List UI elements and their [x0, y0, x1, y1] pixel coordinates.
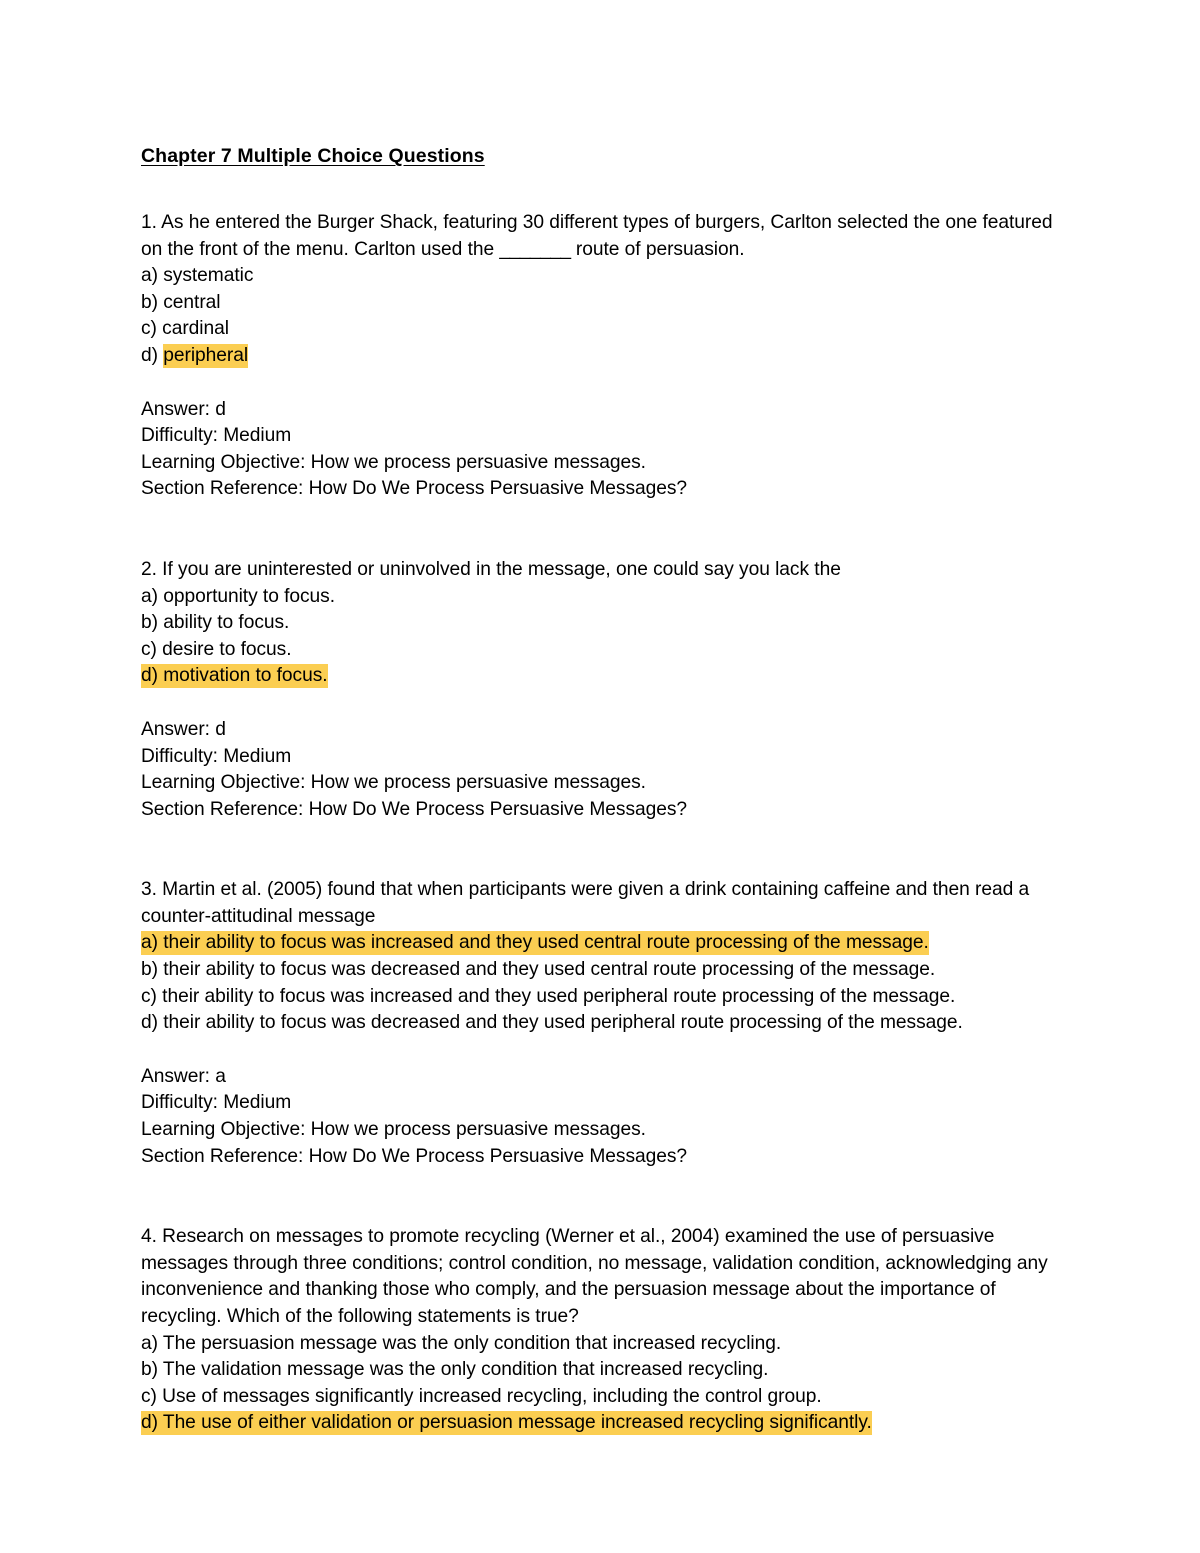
question-stem-part: 1. As he entered the Burger Shack, featuring 30 different types of burgers, Carlton selected the one featured on the front of the menu. Carlton used the [141, 212, 1053, 260]
option-text: Use of messages significantly increased recycling, including the control group. [162, 1385, 822, 1407]
option-label: b) [141, 291, 164, 313]
difficulty-line: Difficulty: Medium [141, 745, 292, 767]
answer-option[interactable] [141, 1410, 1058, 1437]
answer-option[interactable] [141, 930, 1058, 957]
option-label: b) [141, 959, 164, 981]
option-text: The validation message was the only condition that increased recycling. [162, 1359, 769, 1381]
question-block [141, 877, 1058, 1170]
question-stem [141, 210, 1058, 263]
option-label: c) [141, 318, 163, 340]
answer-option[interactable] [141, 984, 1058, 1011]
answer-option[interactable] [141, 610, 1058, 637]
learning-objective-line: Learning Objective: How we process persuasive messages. [141, 1119, 646, 1141]
section-reference-line: Section Reference: How Do We Process Persuasive Messages? [141, 798, 688, 820]
learning-objective-line: Learning Objective: How we process persuasive messages. [141, 451, 646, 473]
answer-option[interactable] [141, 1357, 1058, 1384]
option-text: desire to focus. [162, 638, 292, 660]
page-title-row [141, 143, 1058, 179]
difficulty-line: Difficulty: Medium [141, 425, 292, 447]
option-text: cardinal [162, 318, 229, 340]
option-label: b) [141, 612, 164, 634]
option-text: ability to focus. [163, 612, 290, 634]
highlighted-answer: peripheral [163, 344, 249, 366]
answer-option[interactable] [141, 1010, 1058, 1037]
answer-option[interactable] [141, 663, 1058, 690]
answer-option[interactable] [141, 316, 1058, 343]
spacer [141, 183, 1058, 210]
page-title: Chapter 7 Multiple Choice Questions [141, 145, 485, 167]
answer-line: Answer: d [141, 718, 226, 740]
answer-line: Answer: d [141, 398, 226, 420]
highlighted-answer: d) The use of either validation or persuasion message increased recycling significantly. [141, 1412, 872, 1434]
highlighted-answer: a) their ability to focus was increased and they used central route processing of the message. [141, 932, 929, 954]
option-label: c) [141, 1385, 163, 1407]
question-stem-part: route of persuasion. [570, 238, 745, 260]
answer-metadata [141, 397, 1058, 503]
spacer [141, 503, 1058, 557]
spacer [141, 690, 1058, 717]
section-reference-line: Section Reference: How Do We Process Persuasive Messages? [141, 1145, 688, 1167]
answer-option[interactable] [141, 290, 1058, 317]
answer-option[interactable] [141, 584, 1058, 611]
fill-in-blank: _______ [499, 238, 571, 260]
answer-option[interactable] [141, 637, 1058, 664]
spacer [141, 823, 1058, 877]
option-label: a) [141, 265, 164, 287]
highlighted-answer: d) motivation to focus. [141, 665, 328, 687]
answer-metadata [141, 1064, 1058, 1170]
option-label: d) [141, 344, 164, 366]
option-text: their ability to focus was decreased and they used central route processing of the message. [163, 959, 936, 981]
answer-option[interactable] [141, 1331, 1058, 1358]
option-label: c) [141, 638, 163, 660]
answer-option[interactable] [141, 957, 1058, 984]
option-label: c) [141, 985, 163, 1007]
question-stem: 4. Research on messages to promote recycling (Werner et al., 2004) examined the use of persuasive messages through three conditions; control condition, no message, validation condition, acknowledging any inconvenience and thanking those who comply, and the persuasion message about the importance of recycling. Which of the following statements is true? [141, 1226, 1048, 1327]
option-text: central [163, 291, 221, 313]
question-block [141, 1224, 1058, 1437]
question-block [141, 557, 1058, 823]
option-label: b) [141, 1359, 163, 1381]
section-reference-line: Section Reference: How Do We Process Persuasive Messages? [141, 478, 688, 500]
option-text: their ability to focus was increased and they used peripheral route processing of the message. [162, 985, 956, 1007]
option-label: d) [141, 1012, 164, 1034]
answer-line: Answer: a [141, 1065, 226, 1087]
difficulty-line: Difficulty: Medium [141, 1092, 292, 1114]
answer-metadata [141, 717, 1058, 823]
question-stem: 2. If you are uninterested or uninvolved in the message, one could say you lack the [141, 558, 841, 580]
option-text: their ability to focus was decreased and they used peripheral route processing of the message. [163, 1012, 963, 1034]
answer-option[interactable] [141, 1384, 1058, 1411]
questions-container [141, 210, 1058, 1437]
option-label: a) [141, 1332, 163, 1354]
option-text: systematic [163, 265, 254, 287]
learning-objective-line: Learning Objective: How we process persuasive messages. [141, 772, 646, 794]
answer-option[interactable] [141, 343, 1058, 370]
question-stem: 3. Martin et al. (2005) found that when participants were given a drink containing caffeine and then read a counter-attitudinal message [141, 879, 1030, 927]
spacer [141, 1170, 1058, 1224]
answer-option[interactable] [141, 263, 1058, 290]
option-text: opportunity to focus. [163, 585, 335, 607]
option-label: a) [141, 585, 164, 607]
question-block [141, 210, 1058, 503]
option-text: The persuasion message was the only condition that increased recycling. [162, 1332, 782, 1354]
spacer [141, 1037, 1058, 1064]
spacer [141, 370, 1058, 397]
